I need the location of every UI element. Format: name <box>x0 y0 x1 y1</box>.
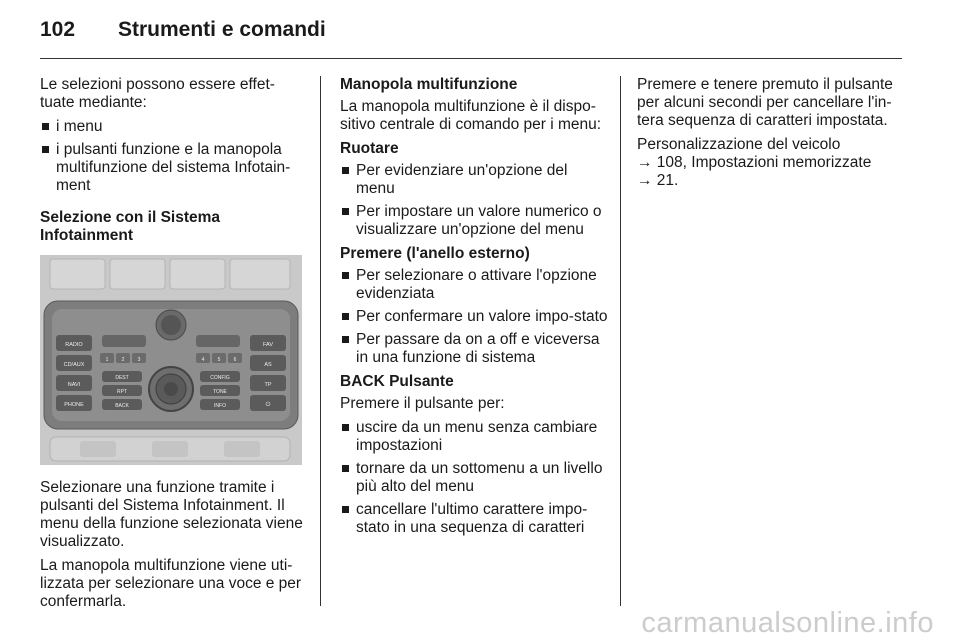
rotate-list <box>340 162 608 239</box>
rpt-button-label: RPT <box>117 389 127 395</box>
svg-text:4: 4 <box>201 357 205 363</box>
page-reference: → 21. <box>637 172 679 189</box>
section-heading: BACK Pulsante <box>340 373 454 390</box>
press-list <box>340 267 608 367</box>
intro-text: Le selezioni possono essere effet-tuate mediante: <box>40 76 275 111</box>
list-item: tornare da un sottomenu a un livello più alto del menu <box>340 460 608 496</box>
infotainment-panel-photo <box>40 255 302 465</box>
list-item: uscire da un menu senza cambiare impostazioni <box>340 419 608 455</box>
bullet-icon <box>42 146 49 153</box>
paragraph: Personalizzazione del veicolo <box>637 136 841 153</box>
column-divider <box>320 76 321 606</box>
bullet-icon <box>342 167 349 174</box>
section-heading: Premere (l'anello esterno) <box>340 245 530 262</box>
back-button-label: BACK <box>115 403 129 409</box>
paragraph: Premere il pulsante per: <box>340 395 505 412</box>
list-item: Per evidenziare un'opzione del menu <box>340 162 608 198</box>
svg-text:6: 6 <box>233 357 237 363</box>
paragraph: Premere e tenere premuto il pulsante per alcuni secondi per cancellare l'in-tera sequenza di caratteri impostata. <box>637 76 893 129</box>
tone-button-label: TONE <box>213 389 227 395</box>
list-item: Per impostare un valore numerico o visualizzare un'opzione del menu <box>340 203 608 239</box>
svg-text:5: 5 <box>217 357 221 363</box>
svg-text:2: 2 <box>121 357 125 363</box>
svg-text:3: 3 <box>137 357 141 363</box>
bullet-icon <box>42 123 49 130</box>
seek-back-button <box>102 335 146 347</box>
header-rule <box>40 58 902 59</box>
list-item: Per passare da on a off e viceversa in una funzione di sistema <box>340 331 608 367</box>
bullet-icon <box>342 336 349 343</box>
watermark: carmanualsonline.info <box>641 607 934 639</box>
fav-button-label: FAV <box>263 342 273 348</box>
list-item: i pulsanti funzione e la manopola multifunzione del sistema Infotain-ment <box>40 141 306 195</box>
section-heading: Ruotare <box>340 140 399 157</box>
infotainment-panel-illustration <box>40 255 302 465</box>
section-heading: Manopola multifunzione <box>340 76 518 93</box>
back-list <box>340 419 608 537</box>
bullet-icon <box>342 208 349 215</box>
column-2 <box>340 76 608 543</box>
seek-forward-button <box>196 335 240 347</box>
list-item: i menu <box>40 118 306 136</box>
page-title: Strumenti e comandi <box>118 18 326 41</box>
navi-button-label: NAVI <box>67 382 81 388</box>
dest-button-label: DEST <box>115 375 129 381</box>
list-item: Per selezionare o attivare l'opzione evidenziata <box>340 267 608 303</box>
column-divider <box>620 76 621 606</box>
cd-aux-button-label: CD/AUX <box>63 362 85 368</box>
tp-button-label: TP <box>264 382 272 388</box>
bullet-icon <box>342 424 349 431</box>
paragraph: La manopola multifunzione viene uti-lizzata per selezionare una voce e per confermarla. <box>40 557 302 610</box>
bullet-icon <box>342 465 349 472</box>
phone-button-label: PHONE <box>64 402 84 408</box>
bullet-icon <box>342 506 349 513</box>
as-button-label: AS <box>264 362 272 368</box>
section-heading: Selezione con il Sistema Infotainment <box>40 209 221 244</box>
power-icon: ⏻ <box>265 401 271 408</box>
bullet-icon <box>342 272 349 279</box>
page-number: 102 <box>40 18 76 41</box>
page-reference: → 108, Impostazioni memorizzate <box>637 154 872 171</box>
list-item: cancellare l'ultimo carattere impo-stato in una sequenza di caratteri <box>340 501 608 537</box>
multifunction-knob-icon <box>149 367 193 411</box>
bullet-icon <box>342 313 349 320</box>
config-button-label: CONFIG <box>210 375 230 381</box>
radio-button-label: RADIO <box>65 342 83 348</box>
paragraph: La manopola multifunzione è il dispo-sitivo centrale di comando per i menu: <box>340 98 602 133</box>
info-button-label: INFO <box>214 403 226 409</box>
column-1 <box>40 76 306 617</box>
svg-text:1: 1 <box>105 357 109 363</box>
column-3 <box>637 76 905 196</box>
list-item: Per confermare un valore impo-stato <box>340 308 608 326</box>
paragraph: Selezionare una funzione tramite i pulsanti del Sistema Infotainment. Il menu della funzione selezionata viene visualizzato. <box>40 479 303 550</box>
selection-list <box>40 118 306 195</box>
